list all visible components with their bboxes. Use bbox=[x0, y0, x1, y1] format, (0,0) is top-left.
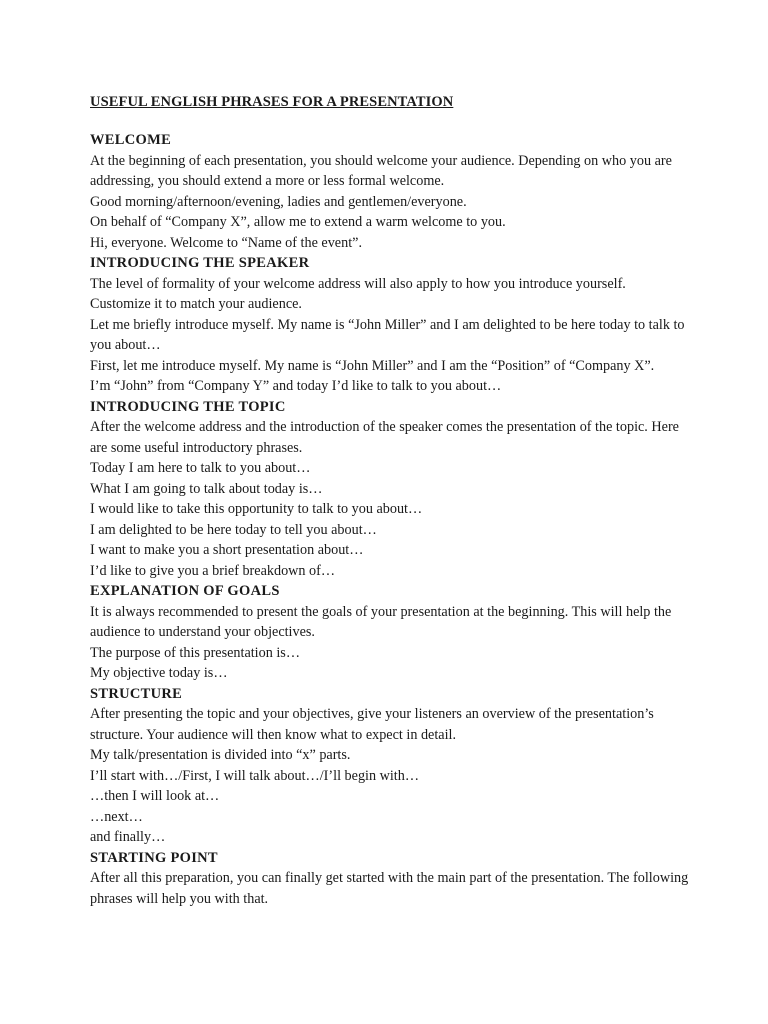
paragraph: My objective today is… bbox=[90, 665, 228, 681]
paragraph: I’d like to give you a brief breakdown of… bbox=[90, 562, 336, 579]
section-introducing-the-topic bbox=[90, 397, 690, 582]
paragraph: The level of formality of your welcome address will also apply to how you introduce yourself. Customize it to match your audience. bbox=[90, 275, 626, 312]
section-heading: INTRODUCING THE TOPIC bbox=[90, 398, 286, 415]
paragraph: After all this preparation, you can finally get started with the main part of the presentation. The following phrases will help you with that. bbox=[90, 870, 689, 907]
section-heading: INTRODUCING THE SPEAKER bbox=[90, 255, 310, 271]
paragraph: I am delighted to be here today to tell you about… bbox=[90, 521, 377, 538]
document-title: USEFUL ENGLISH PHRASES FOR A PRESENTATION bbox=[90, 94, 454, 110]
paragraph: I’m “John” from “Company Y” and today I’d like to talk to you about… bbox=[90, 378, 502, 394]
section-introducing-the-speaker bbox=[90, 253, 690, 397]
paragraph: What I am going to talk about today is… bbox=[90, 480, 323, 497]
paragraph: My talk/presentation is divided into “x” parts. bbox=[90, 747, 351, 763]
paragraph: I’ll start with…/First, I will talk about…/I’ll begin with… bbox=[90, 767, 420, 784]
paragraph: First, let me introduce myself. My name is “John Miller” and I am the “Position” of “Company X”. bbox=[90, 357, 655, 374]
paragraph: and finally… bbox=[90, 829, 166, 845]
section-welcome bbox=[90, 130, 690, 253]
paragraph: After presenting the topic and your objectives, give your listeners an overview of the presentation’s structure. Your audience will then know what to expect in detail. bbox=[90, 706, 654, 743]
section-explanation-of-goals bbox=[90, 581, 690, 684]
section-heading: STARTING POINT bbox=[90, 849, 218, 866]
section-starting-point bbox=[90, 848, 690, 910]
paragraph: Hi, everyone. Welcome to “Name of the event”. bbox=[90, 234, 362, 251]
document-page bbox=[90, 94, 690, 909]
section-heading: STRUCTURE bbox=[90, 685, 183, 702]
paragraph: Let me briefly introduce myself. My name is “John Miller” and I am delighted to be here today to talk to you about… bbox=[90, 316, 685, 353]
paragraph: I want to make you a short presentation about… bbox=[90, 542, 364, 558]
paragraph: It is always recommended to present the goals of your presentation at the beginning. This will help the audience to understand your objectives. bbox=[90, 603, 672, 640]
paragraph: At the beginning of each presentation, you should welcome your audience. Depending on who you are addressing, you should extend a more or less formal welcome. bbox=[90, 152, 672, 189]
paragraph: After the welcome address and the introduction of the speaker comes the presentation of the topic. Here are some useful introductory phrases. bbox=[90, 419, 679, 456]
section-heading: WELCOME bbox=[90, 132, 172, 148]
section-heading: EXPLANATION OF GOALS bbox=[90, 583, 280, 599]
paragraph: …next… bbox=[90, 808, 143, 825]
paragraph: On behalf of “Company X”, allow me to extend a warm welcome to you. bbox=[90, 214, 506, 230]
paragraph: …then I will look at… bbox=[90, 788, 220, 804]
section-structure bbox=[90, 684, 690, 848]
paragraph: The purpose of this presentation is… bbox=[90, 644, 301, 661]
paragraph: I would like to take this opportunity to talk to you about… bbox=[90, 501, 423, 517]
paragraph: Today I am here to talk to you about… bbox=[90, 460, 311, 476]
paragraph: Good morning/afternoon/evening, ladies and gentlemen/everyone. bbox=[90, 193, 467, 210]
